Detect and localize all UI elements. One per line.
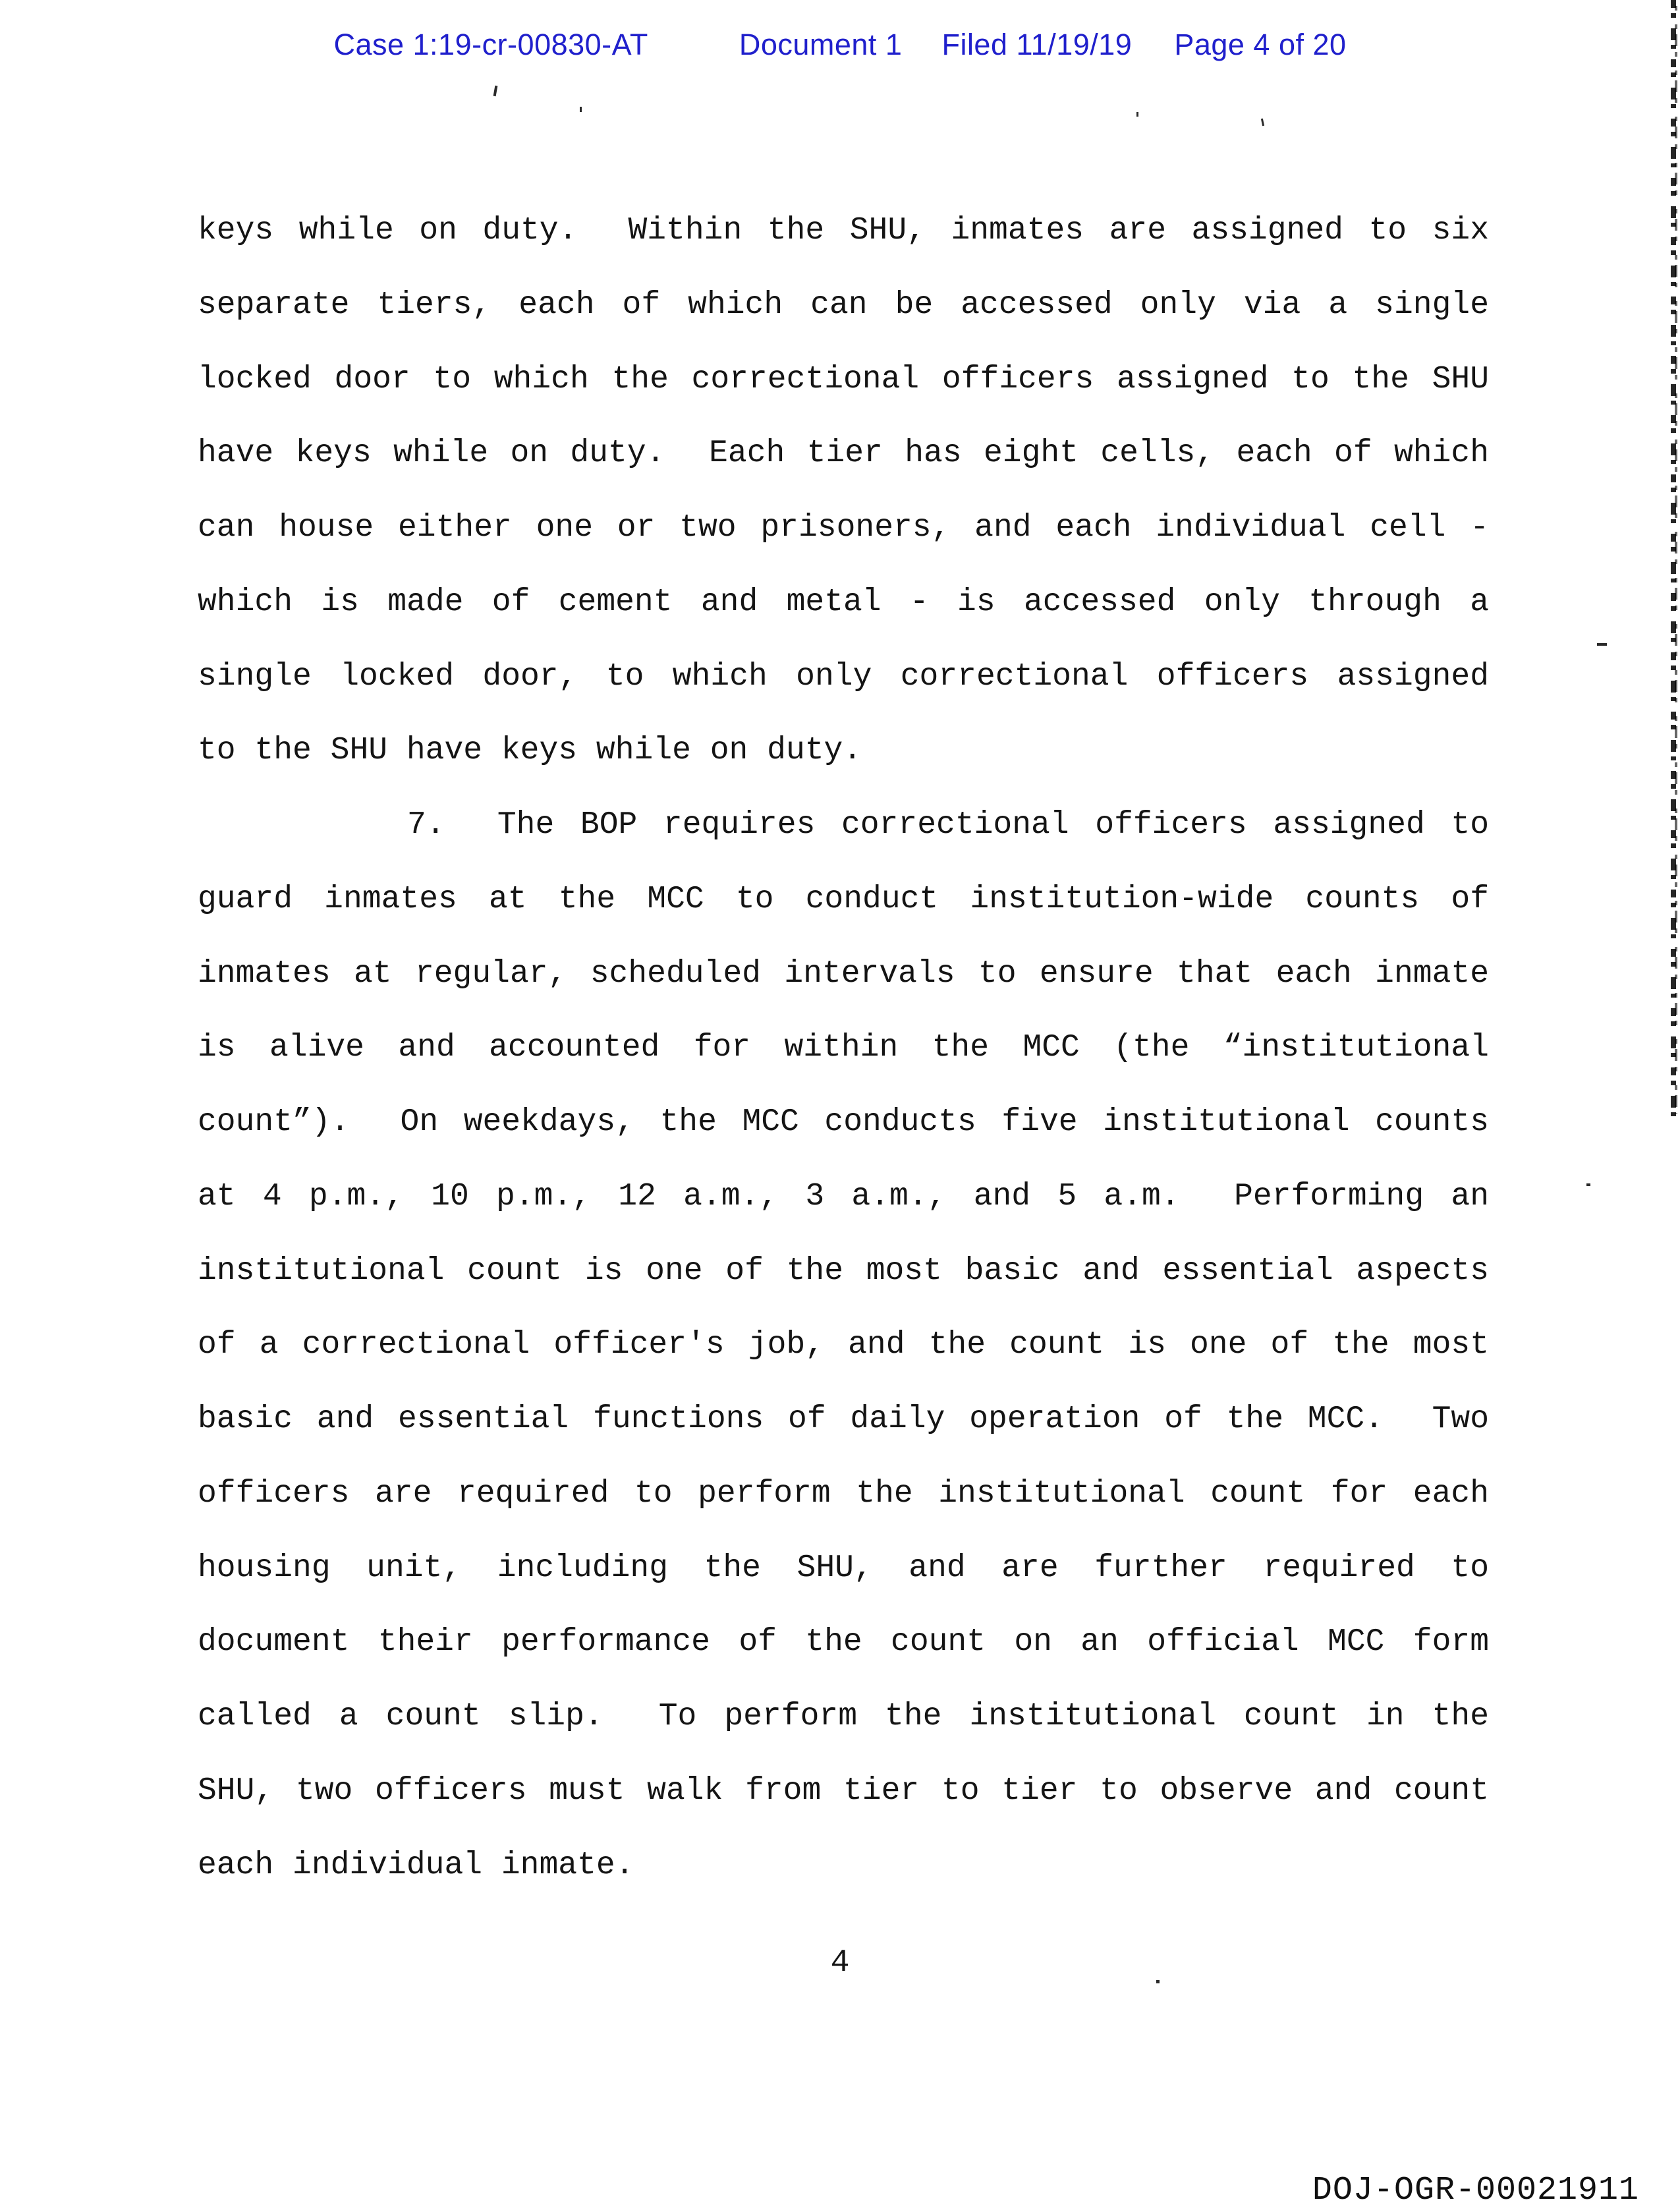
- body-line: can house either one or two prisoners, and each individual cell -: [198, 510, 1489, 546]
- body-line: to the SHU have keys while on duty.: [198, 733, 862, 769]
- body-line: separate tiers, each of which can be accessed only via a single: [198, 287, 1489, 323]
- scan-speck: [580, 107, 582, 112]
- case-number-text: Case 1:19-cr-00830-AT: [333, 28, 648, 61]
- scan-speck: [493, 86, 498, 96]
- page-indicator-text: Page 4 of 20: [1174, 28, 1347, 61]
- body-line: inmates at regular, scheduled intervals to ensure that each inmate: [198, 955, 1489, 992]
- body-line: document their performance of the count on an official MCC form: [198, 1624, 1489, 1660]
- page-number: 4: [830, 1945, 850, 1981]
- scan-speck: [1156, 1980, 1160, 1983]
- body-line: SHU, two officers must walk from tier to tier to observe and count: [198, 1772, 1489, 1809]
- body-line: each individual inmate.: [198, 1847, 634, 1883]
- body-text: [198, 194, 1489, 1902]
- body-line: institutional count is one of the most basic and essential aspects: [198, 1253, 1489, 1289]
- body-line: guard inmates at the MCC to conduct institution-wide counts of: [198, 881, 1489, 917]
- case-header: [0, 28, 1680, 62]
- body-line-paragraph-7-start: 7. The BOP requires correctional officers assigned to: [407, 807, 1489, 843]
- body-line: keys while on duty. Within the SHU, inmates are assigned to six: [198, 213, 1489, 248]
- body-line: which is made of cement and metal - is accessed only through a: [198, 584, 1489, 620]
- right-edge-scan-noise: [1675, 0, 1677, 1114]
- scan-speck: [1261, 119, 1264, 126]
- document-number-text: Document 1: [739, 28, 903, 61]
- body-line: is alive and accounted for within the MCC (the “institutional: [198, 1030, 1489, 1066]
- body-line: count”). On weekdays, the MCC conducts five institutional counts: [198, 1104, 1489, 1140]
- body-line: housing unit, including the SHU, and are further required to: [198, 1550, 1489, 1586]
- body-line: of a correctional officer's job, and the count is one of the most: [198, 1327, 1489, 1363]
- body-line: called a count slip. To perform the institutional count in the: [198, 1699, 1489, 1734]
- scan-speck: [1586, 1183, 1590, 1186]
- bates-number: DOJ-OGR-00021911: [1312, 2172, 1639, 2209]
- body-line: locked door to which the correctional officers assigned to the SHU: [198, 361, 1489, 397]
- body-line: single locked door, to which only correctional officers assigned: [198, 658, 1489, 695]
- body-line: officers are required to perform the institutional count for each: [198, 1475, 1489, 1512]
- scan-speck: [1597, 643, 1607, 646]
- body-line: at 4 p.m., 10 p.m., 12 a.m., 3 a.m., and 5 a.m. Performing an: [198, 1178, 1489, 1214]
- scan-speck: [1136, 112, 1138, 117]
- body-line: have keys while on duty. Each tier has eight cells, each of which: [198, 436, 1489, 472]
- body-line: basic and essential functions of daily operation of the MCC. Two: [198, 1402, 1489, 1437]
- filed-date-text: Filed 11/19/19: [941, 28, 1133, 61]
